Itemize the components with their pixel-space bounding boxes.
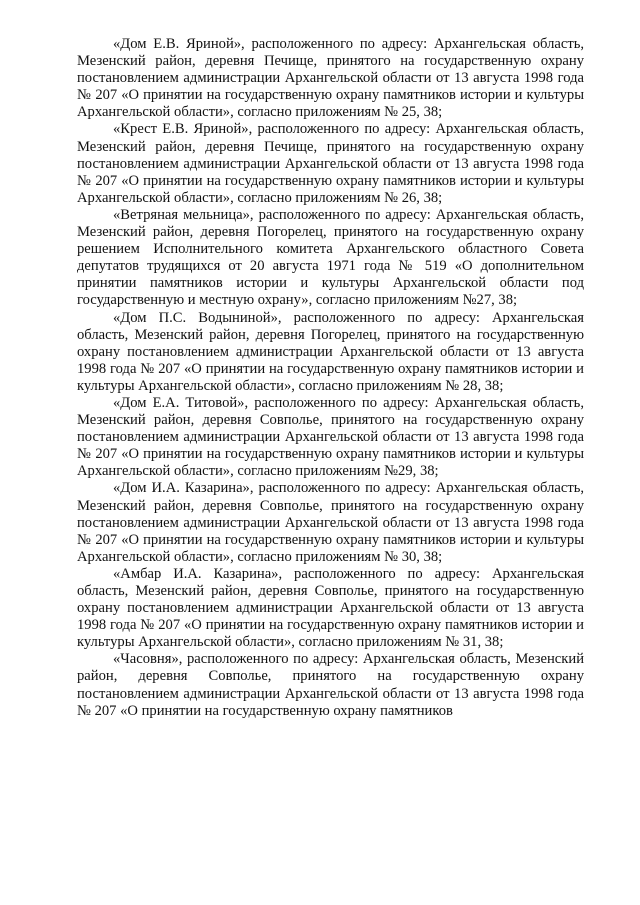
document-page — [77, 36, 584, 720]
paragraph-chasovnya: «Часовня», расположенного по адресу: Архангельская область, Мезенский район, деревня Совполье, принятого на государственную охрану постановлением администрации Архангельской области от 13 августа 1998 года № 207 «О принятии на государственную охрану памятников — [77, 651, 584, 719]
paragraph-dom-vodyninoy: «Дом П.С. Водыниной», расположенного по адресу: Архангельская область, Мезенский район, деревня Погорелец, принятого на государственную охрану постановлением администрации Архангельской области от 13 августа 1998 года № 207 «О принятии на государственную охрану памятников истории и культуры Архангельской области», согласно приложениям № 28, 38; — [77, 309, 584, 394]
paragraph-vetryanaya-melnitsa: «Ветряная мельница», расположенного по адресу: Архангельская область, Мезенский район, деревня Погорелец, принятого на государственную охрану решением Исполнительного комитета Архангельского областного Совета депутатов трудящихся от 20 августа 1971 года № 519 «О дополнительном принятии памятников истории и культуры Архангельской области под государственную и местную охрану», согласно приложениям №27, 38; — [77, 206, 584, 309]
paragraph-dom-yarinoy: «Дом Е.В. Яриной», расположенного по адресу: Архангельская область, Мезенский район, деревня Печище, принятого на государственную охрану постановлением администрации Архангельской области от 13 августа 1998 года № 207 «О принятии на государственную охрану памятников истории и культуры Архангельской области», согласно приложениям № 25, 38; — [77, 36, 584, 121]
paragraph-krest-yarinoy: «Крест Е.В. Яриной», расположенного по адресу: Архангельская область, Мезенский район, деревня Печище, принятого на государственную охрану постановлением администрации Архангельской области от 13 августа 1998 года № 207 «О принятии на государственную охрану памятников истории и культуры Архангельской области», согласно приложениям № 26, 38; — [77, 121, 584, 206]
paragraph-dom-titovoy: «Дом Е.А. Титовой», расположенного по адресу: Архангельская область, Мезенский район, деревня Совполье, принятого на государственную охрану постановлением администрации Архангельской области от 13 августа 1998 года № 207 «О принятии на государственную охрану памятников истории и культуры Архангельской области», согласно приложениям №29, 38; — [77, 394, 584, 480]
paragraph-ambar-kazarina: «Амбар И.А. Казарина», расположенного по адресу: Архангельская область, Мезенский район, деревня Совполье, принятого на государственную охрану постановлением администрации Архангельской области от 13 августа 1998 года № 207 «О принятии на государственную охрану памятников истории и культуры Архангельской области», согласно приложениям № 31, 38; — [77, 565, 584, 651]
paragraph-dom-kazarina: «Дом И.А. Казарина», расположенного по адресу: Архангельская область, Мезенский район, деревня Совполье, принятого на государственную охрану постановлением администрации Архангельской области от 13 августа 1998 года № 207 «О принятии на государственную охрану памятников истории и культуры Архангельской области», согласно приложениям № 30, 38; — [77, 480, 584, 565]
